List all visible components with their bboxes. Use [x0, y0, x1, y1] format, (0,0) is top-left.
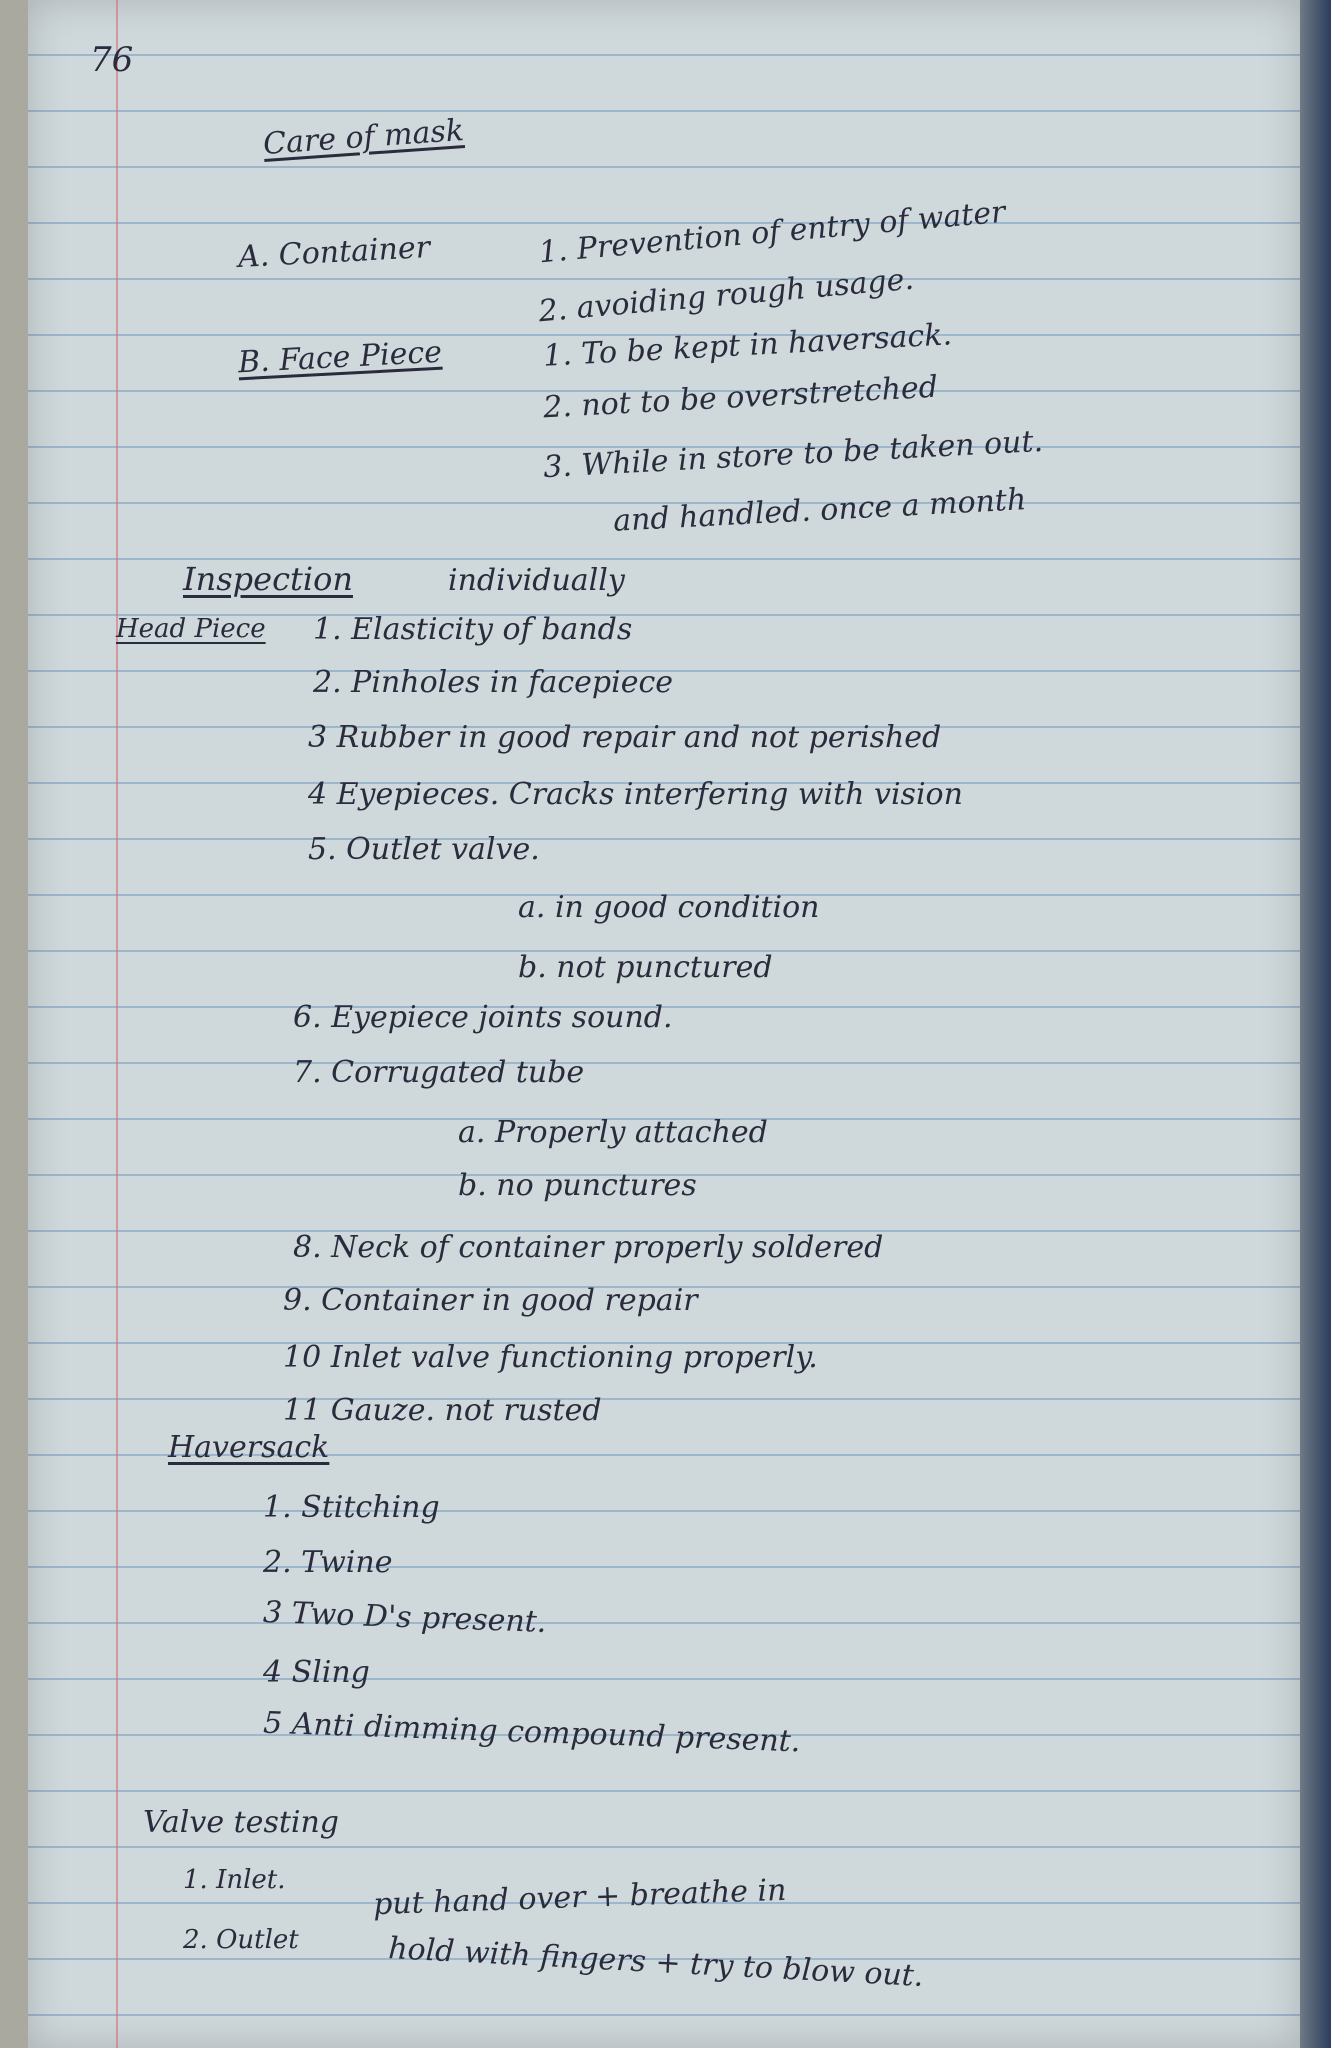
- notebook-page: [28, 0, 1300, 2048]
- container-label: A. Container: [237, 229, 431, 276]
- haversack-item-2: 2. Twine: [263, 1545, 393, 1580]
- facepiece-item-2: 2. not to be overstretched: [542, 369, 939, 426]
- haversack-item-4: 4 Sling: [263, 1655, 370, 1690]
- inspection-item-10: 10 Inlet valve functioning properly.: [283, 1340, 818, 1375]
- notebook-right-edge: [1300, 0, 1331, 2048]
- valve-testing-heading: Valve testing: [143, 1805, 340, 1840]
- inspection-item-7b: b. no punctures: [458, 1168, 697, 1203]
- headpiece-label: Head Piece: [116, 614, 266, 644]
- inspection-item-7: 7. Corrugated tube: [293, 1055, 585, 1090]
- inspection-item-1: 1. Elasticity of bands: [313, 612, 633, 647]
- inspection-item-8: 8. Neck of container properly soldered: [293, 1230, 884, 1265]
- haversack-item-1: 1. Stitching: [263, 1490, 440, 1525]
- facepiece-label: B. Face Piece: [237, 334, 443, 381]
- inspection-note: individually: [448, 563, 625, 598]
- inspection-item-4: 4 Eyepieces. Cracks interfering with vision: [308, 777, 963, 812]
- notebook-left-edge: [0, 0, 28, 2048]
- inspection-item-11: 11 Gauze. not rusted: [283, 1393, 602, 1428]
- valve-outlet-text: hold with fingers + try to blow out.: [387, 1931, 925, 1994]
- margin-line: [116, 0, 118, 2048]
- valve-inlet-text: put hand over + breathe in: [372, 1872, 787, 1923]
- haversack-item-5: 5 Anti dimming compound present.: [262, 1705, 801, 1760]
- facepiece-item-4: and handled. once a month: [612, 482, 1028, 539]
- container-item-2: 2. avoiding rough usage.: [537, 261, 916, 330]
- inspection-item-5a: a. in good condition: [518, 890, 820, 925]
- inspection-item-3: 3 Rubber in good repair and not perished: [308, 720, 942, 755]
- haversack-item-3: 3 Two D's present.: [262, 1595, 547, 1640]
- facepiece-item-3: 3. While in store to be taken out.: [542, 423, 1044, 486]
- inspection-item-6: 6. Eyepiece joints sound.: [293, 1000, 673, 1035]
- inspection-item-5b: b. not punctured: [518, 950, 773, 985]
- inspection-item-5: 5. Outlet valve.: [308, 832, 540, 867]
- inspection-item-7a: a. Properly attached: [458, 1115, 768, 1150]
- haversack-heading: Haversack: [168, 1430, 330, 1465]
- inspection-item-9: 9. Container in good repair: [283, 1283, 698, 1318]
- page-title: Care of mask: [262, 113, 466, 162]
- valve-outlet-label: 2. Outlet: [183, 1925, 299, 1955]
- valve-inlet-label: 1. Inlet.: [183, 1865, 286, 1895]
- container-item-1: 1. Prevention of entry of water: [537, 194, 1007, 271]
- facepiece-item-1: 1. To be kept in haversack.: [542, 317, 953, 374]
- inspection-heading: Inspection: [183, 560, 353, 598]
- page-number: 76: [90, 40, 134, 80]
- inspection-item-2: 2. Pinholes in facepiece: [313, 665, 674, 700]
